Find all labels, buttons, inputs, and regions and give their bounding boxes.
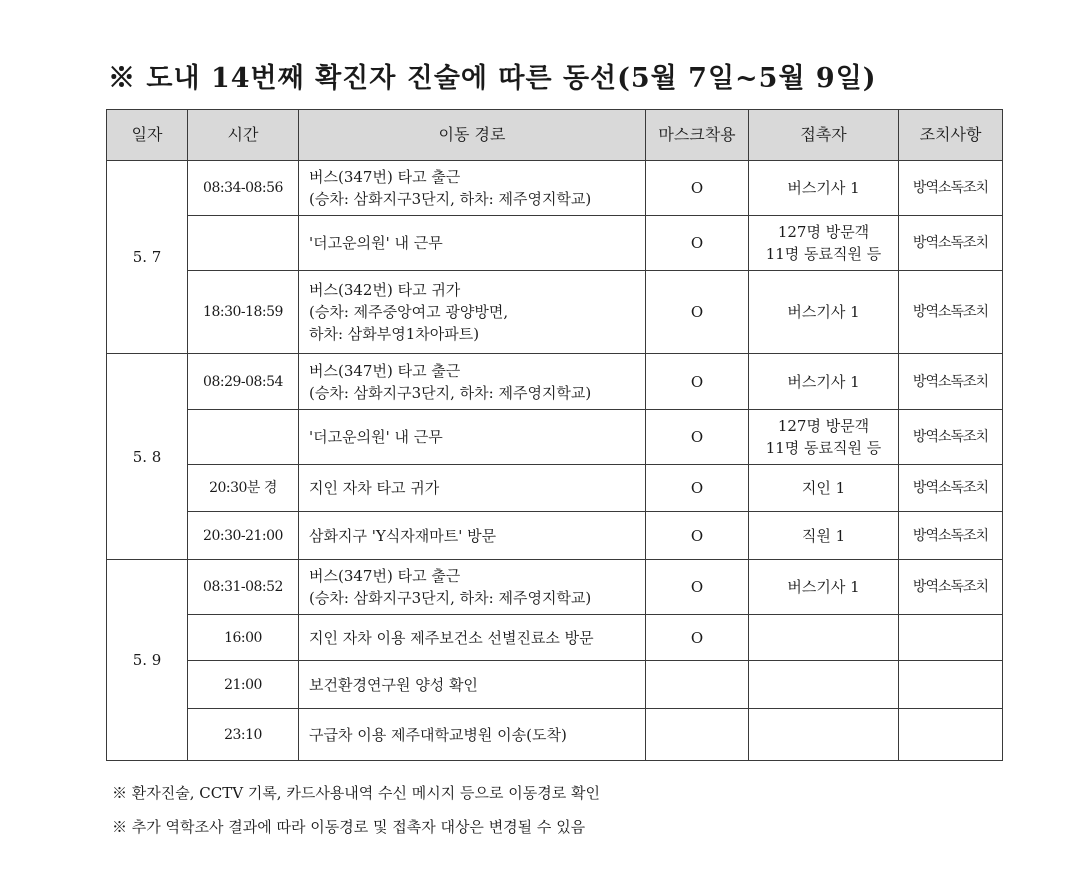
path-cell: [299, 615, 646, 661]
table-row: [107, 512, 1003, 560]
time-cell: 23:10: [188, 709, 299, 761]
footnotes: [112, 776, 600, 844]
mask-cell: [646, 709, 749, 761]
path-line: 하차: 삼화부영1차아파트): [309, 325, 480, 343]
mask-cell: O: [646, 465, 749, 512]
path-line: 구급차 이용 제주대학교병원 이송(도착): [309, 725, 567, 744]
contact-cell: [749, 410, 899, 465]
contact-cell: [749, 271, 899, 354]
path-line: 버스(347번) 타고 출근: [309, 168, 461, 186]
action-cell: 방역소독조치: [899, 271, 1003, 354]
path-cell: [299, 661, 646, 709]
table-row: [107, 560, 1003, 615]
path-cell: [299, 354, 646, 410]
path-line: 지인 자차 타고 귀가: [309, 479, 440, 497]
contact-line: 127명 방문객: [777, 223, 870, 241]
contact-cell: [749, 560, 899, 615]
time-cell: 18:30-18:59: [188, 271, 299, 354]
contact-line: 지인 1: [801, 479, 846, 497]
path-cell: [299, 560, 646, 615]
time-cell: 08:29-08:54: [188, 354, 299, 410]
path-line: (승차: 삼화지구3단지, 하차: 제주영지학교): [309, 589, 592, 607]
path-line: 버스(347번) 타고 출근: [309, 567, 461, 585]
time-cell: 21:00: [188, 661, 299, 709]
table-row: [107, 410, 1003, 465]
contact-cell: [749, 615, 899, 661]
footnote: ※ 추가 역학조사 결과에 따라 이동경로 및 접촉자 대상은 변경될 수 있음: [112, 818, 586, 836]
footnote: ※ 환자진술, CCTV 기록, 카드사용내역 수신 메시지 등으로 이동경로 확인: [112, 784, 600, 802]
table-row: [107, 216, 1003, 271]
path-line: (승차: 제주중앙여고 광양방면,: [309, 303, 509, 321]
contact-line: 버스기사 1: [787, 578, 860, 596]
path-cell: [299, 216, 646, 271]
path-line: '더고운의원' 내 근무: [309, 234, 443, 252]
table-row: [107, 271, 1003, 354]
contact-line: 버스기사 1: [787, 179, 860, 197]
path-cell: [299, 465, 646, 512]
contact-line: 직원 1: [801, 526, 846, 545]
header-contact: 접촉자: [749, 110, 899, 161]
mask-cell: [646, 661, 749, 709]
path-line: 보건환경연구원 양성 확인: [309, 675, 478, 694]
action-cell: [899, 661, 1003, 709]
action-cell: 방역소독조치: [899, 354, 1003, 410]
action-cell: [899, 615, 1003, 661]
time-cell: 08:34-08:56: [188, 161, 299, 216]
action-cell: 방역소독조치: [899, 512, 1003, 560]
contact-line: 11명 동료직원 등: [765, 245, 882, 263]
header-row: [107, 110, 1003, 161]
path-cell: [299, 512, 646, 560]
path-line: (승차: 삼화지구3단지, 하차: 제주영지학교): [309, 190, 592, 208]
time-cell: [188, 216, 299, 271]
date-cell: 5. 9: [107, 560, 188, 761]
mask-cell: O: [646, 410, 749, 465]
contact-cell: [749, 512, 899, 560]
mask-cell: O: [646, 216, 749, 271]
table-row: [107, 465, 1003, 512]
path-line: 지인 자차 이용 제주보건소 선별진료소 방문: [309, 628, 594, 647]
time-cell: 20:30-21:00: [188, 512, 299, 560]
route-table: [106, 109, 1003, 761]
action-cell: 방역소독조치: [899, 465, 1003, 512]
mask-cell: O: [646, 560, 749, 615]
contact-cell: [749, 216, 899, 271]
action-cell: 방역소독조치: [899, 161, 1003, 216]
mask-cell: O: [646, 271, 749, 354]
mask-cell: O: [646, 512, 749, 560]
table-row: [107, 709, 1003, 761]
mask-cell: O: [646, 161, 749, 216]
header-mask: 마스크착용: [646, 110, 749, 161]
path-line: '더고운의원' 내 근무: [309, 428, 443, 446]
table-row: [107, 661, 1003, 709]
contact-cell: [749, 465, 899, 512]
path-cell: [299, 161, 646, 216]
header-time: 시간: [188, 110, 299, 161]
path-line: 버스(347번) 타고 출근: [309, 361, 461, 380]
page-title: ※ 도내 14번째 확진자 진술에 따른 동선(5월 7일~5월 9일): [108, 63, 877, 94]
date-cell: 5. 8: [107, 354, 188, 560]
time-cell: 16:00: [188, 615, 299, 661]
time-cell: 20:30분 경: [188, 465, 299, 512]
date-cell: 5. 7: [107, 161, 188, 354]
action-cell: [899, 709, 1003, 761]
contact-cell: [749, 661, 899, 709]
table-row: [107, 615, 1003, 661]
path-cell: [299, 271, 646, 354]
header-action: 조치사항: [899, 110, 1003, 161]
action-cell: 방역소독조치: [899, 410, 1003, 465]
contact-cell: [749, 354, 899, 410]
mask-cell: O: [646, 354, 749, 410]
path-line: (승차: 삼화지구3단지, 하차: 제주영지학교): [309, 383, 592, 402]
table-row: [107, 161, 1003, 216]
path-cell: [299, 709, 646, 761]
time-cell: 08:31-08:52: [188, 560, 299, 615]
time-cell: [188, 410, 299, 465]
action-cell: 방역소독조치: [899, 560, 1003, 615]
contact-cell: [749, 709, 899, 761]
header-path: 이동 경로: [299, 110, 646, 161]
contact-line: 127명 방문객: [777, 417, 870, 435]
contact-cell: [749, 161, 899, 216]
table-row: [107, 354, 1003, 410]
contact-line: 11명 동료직원 등: [765, 439, 882, 457]
action-cell: 방역소독조치: [899, 216, 1003, 271]
mask-cell: O: [646, 615, 749, 661]
path-cell: [299, 410, 646, 465]
header-date: 일자: [107, 110, 188, 161]
path-line: 삼화지구 'Y식자재마트' 방문: [309, 526, 497, 545]
path-line: 버스(342번) 타고 귀가: [309, 281, 461, 299]
contact-line: 버스기사 1: [787, 372, 860, 391]
contact-line: 버스기사 1: [787, 303, 860, 321]
